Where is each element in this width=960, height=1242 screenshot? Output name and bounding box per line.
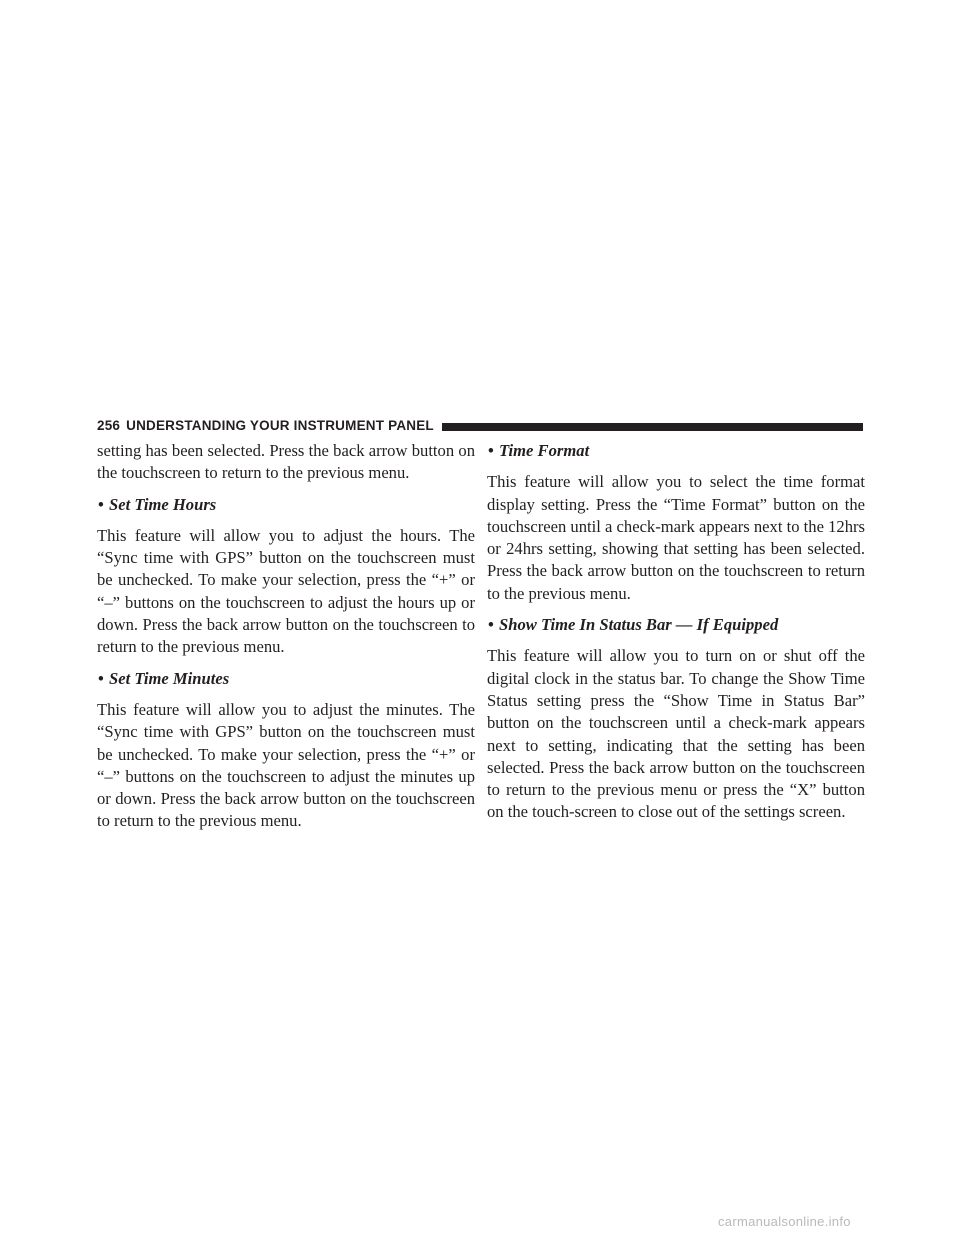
section-title: UNDERSTANDING YOUR INSTRUMENT PANEL [126, 417, 434, 433]
bullet-set-time-minutes [97, 668, 475, 690]
time-format-body: This feature will allow you to select the time format display setting. Press the “Time Format” button on the touchscreen until a check-mark appears next to the 12hrs or 24hrs setting, showing that setting has been selected. Press the back arrow button on the touchscreen to return to the previous menu. [487, 472, 865, 603]
bullet-show-time-status-bar [487, 614, 865, 636]
bullet-icon: • [98, 494, 104, 514]
intro-paragraph: setting has been selected. Press the back arrow button on the touchscreen to return to the previous menu. [97, 441, 475, 483]
bullet-icon: • [488, 615, 494, 635]
bullet-set-time-hours [97, 494, 475, 516]
set-time-hours-heading: Set Time Hours [109, 494, 217, 514]
page-header [97, 415, 863, 435]
bullet-icon: • [98, 668, 104, 688]
show-time-status-bar-heading: Show Time In Status Bar — If Equipped [499, 615, 779, 635]
set-time-minutes-body: This feature will allow you to adjust the minutes. The “Sync time with GPS” button on the touchscreen must be unchecked. To make your selection, press the “+” or “–” buttons on the touchscreen to adjust the minutes up or down. Press the back arrow button on the touchscreen to return to the previous menu. [97, 699, 475, 831]
time-format-heading: Time Format [499, 441, 590, 460]
bullet-icon: • [488, 441, 494, 460]
set-time-minutes-heading: Set Time Minutes [109, 668, 230, 688]
set-time-hours-body: This feature will allow you to adjust the hours. The “Sync time with GPS” button on the touchscreen must be unchecked. To make your selection, press the “+” or “–” buttons on the touchscreen to adjust the hours up or down. Press the back arrow button on the touchscreen to return to the previous menu. [97, 525, 475, 657]
left-column [97, 440, 475, 842]
header-rule [442, 423, 863, 431]
page-number: 256 [97, 417, 121, 433]
right-column [487, 440, 865, 833]
watermark: carmanualsonline.info [718, 1214, 851, 1229]
show-time-status-bar-body: This feature will allow you to turn on or shut off the digital clock in the status bar. To change the Show Time Status setting press the “Show Time in Status Bar” button on the touchscreen until a check-mark appears next to setting, indicating that the setting has been selected. Press the back arrow button on the touchscreen to return to the previous menu or press the “X” button on the touch-screen to close out of the settings screen. [487, 646, 865, 822]
bullet-time-format [487, 440, 865, 462]
